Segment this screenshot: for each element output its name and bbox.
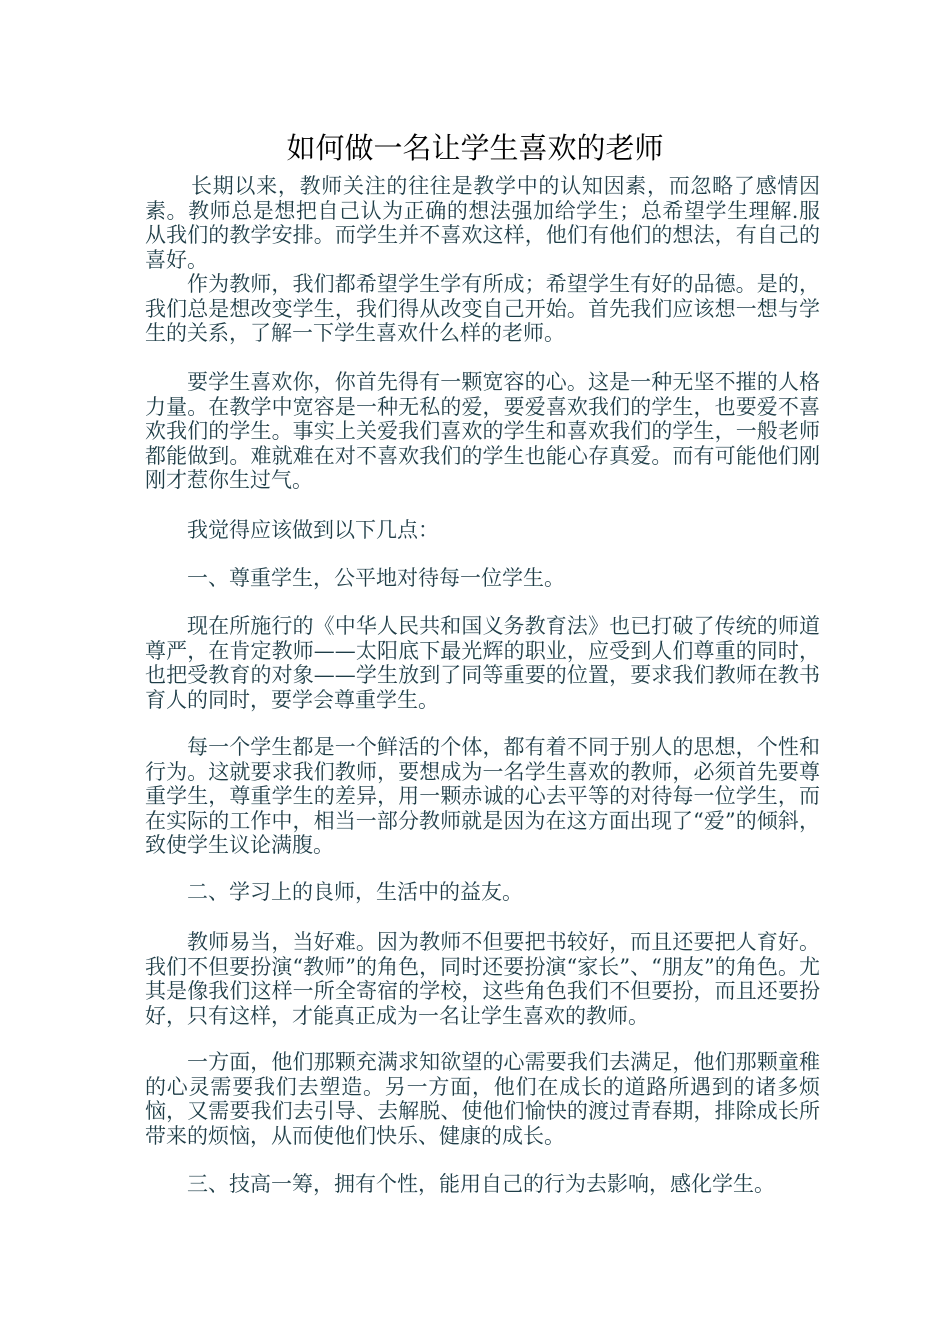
paragraph-3: 要学生喜欢你，你首先得有一颗宽容的心。这是一种无坚不摧的人格力量。在教学中宽容是一种无私的爱，要爱喜欢我们的学生，也要爱不喜欢我们的学生。事实上关爱我们喜欢的学生和喜欢我们的学生，一般老师都能做到。难就难在对不喜欢我们的学生也能心存真爱。而有可能他们刚刚才惹你生过气。 <box>145 370 820 493</box>
paragraph-1: 长期以来，教师关注的往往是教学中的认知因素，而忽略了感情因素。教师总是想把自己认为正确的想法强加给学生；总希望学生理解.服从我们的教学安排。而学生并不喜欢这样，他们有他们的想法，有自己的喜好。 <box>145 174 820 272</box>
document-title: 如何做一名让学生喜欢的老师 <box>286 131 664 165</box>
section-heading-2: 二、学习上的良师，生活中的益友。 <box>187 880 523 904</box>
section-heading-3: 三、技高一筹，拥有个性，能用自己的行为去影响，感化学生。 <box>187 1172 775 1196</box>
section-heading-1: 一、尊重学生，公平地对待每一位学生。 <box>187 566 565 590</box>
paragraph-6: 每一个学生都是一个鲜活的个体，都有着不同于别人的思想，个性和行为。这就要求我们教师，要想成为一名学生喜欢的教师，必须首先要尊重学生，尊重学生的差异，用一颗赤诚的心去平等的对待每一位学生，而在实际的工作中，相当一部分教师就是因为在这方面出现了“爱”的倾斜，致使学生议论满腹。 <box>145 735 820 858</box>
paragraph-2: 作为教师，我们都希望学生学有所成；希望学生有好的品德。是的，我们总是想改变学生，我们得从改变自己开始。首先我们应该想一想与学生的关系，了解一下学生喜欢什么样的老师。 <box>145 272 820 346</box>
paragraph-5: 现在所施行的《中华人民共和国义务教育法》也已打破了传统的师道尊严，在肯定教师——太阳底下最光辉的职业，应受到人们尊重的同时，也把受教育的对象——学生放到了同等重要的位置，要求我们教师在教书育人的同时，要学会尊重学生。 <box>145 614 820 712</box>
paragraph-7: 教师易当，当好难。因为教师不但要把书较好，而且还要把人育好。我们不但要扮演“教师”的角色，同时还要扮演“家长”、“朋友”的角色。尤其是像我们这样一所全寄宿的学校，这些角色我们不但要扮，而且还要扮好，只有这样，才能真正成为一名让学生喜欢的教师。 <box>145 930 820 1028</box>
paragraph-8: 一方面，他们那颗充满求知欲望的心需要我们去满足，他们那颗童稚的心灵需要我们去塑造。另一方面，他们在成长的道路所遇到的诸多烦恼，又需要我们去引导、去解脱、使他们愉快的渡过青春期，排除成长所带来的烦恼，从而使他们快乐、健康的成长。 <box>145 1050 820 1148</box>
paragraph-4: 我觉得应该做到以下几点： <box>187 518 439 542</box>
